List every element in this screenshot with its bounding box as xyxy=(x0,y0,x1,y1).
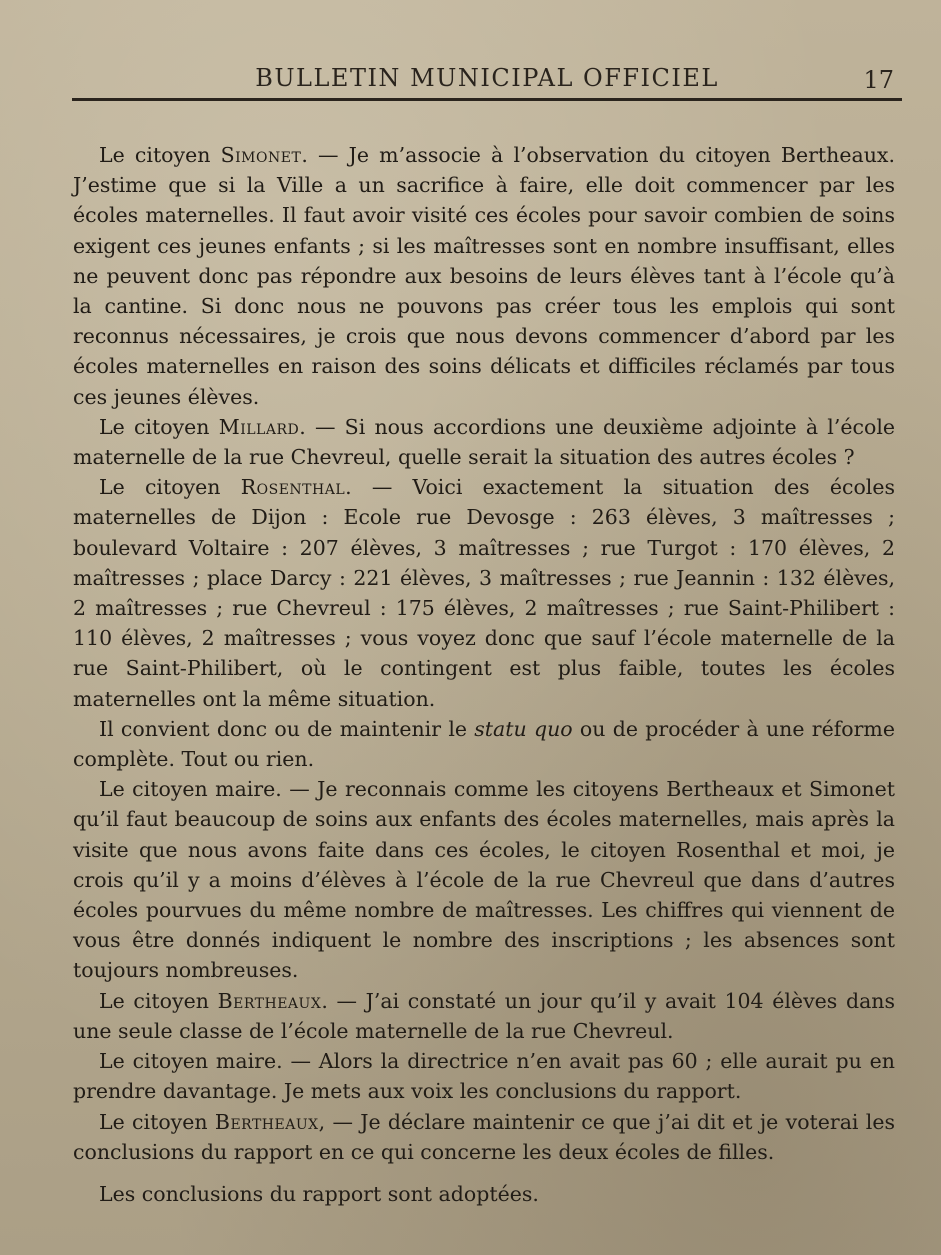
paragraph-text: . — Alors la directrice n’en avait pas 60 ; elle aurait pu en prendre davantage. Je mets aux voix les conclusions du rapport. xyxy=(73,1049,895,1104)
running-title: BULLETIN MUNICIPAL OFFICIEL xyxy=(255,64,719,92)
paragraph-maire-2 xyxy=(73,1046,895,1106)
paragraph-bertheaux-1 xyxy=(73,986,895,1046)
paragraph-statu-quo xyxy=(73,714,895,774)
speaker-name: Bertheaux xyxy=(214,1109,319,1134)
speaker-prefix: Le citoyen xyxy=(99,143,221,167)
speaker-prefix: Le citoyen xyxy=(99,988,218,1013)
speaker-prefix: Le citoyen maire xyxy=(99,777,276,802)
speaker-name: Rosenthal xyxy=(240,475,346,500)
speaker-prefix: Le citoyen xyxy=(99,475,241,500)
speaker-prefix: Le citoyen xyxy=(99,414,219,439)
paragraph-text: . — Si nous accordions une deuxième adjointe à l’école maternelle de la rue Chevreul, quelle serait la situation des autres écoles ? xyxy=(73,414,896,470)
paragraph-rosenthal xyxy=(73,472,895,714)
speaker-name: Bertheaux xyxy=(217,988,322,1013)
paragraph-text: . — Voici exactement la situation des écoles maternelles de Dijon : Ecole rue Devosge : 263 élèves, 3 maîtresses ; boulevard Voltaire : 207 élèves, 3 maîtresses ; rue Turgot : 170 élèves, 2 maîtresses ; place Darcy : 221 élèves, 3 maîtresses ; rue Jeannin : 132 élèves, 2 maîtresses ; rue Chevreul : 175 élèves, 2 maîtresses ; rue Saint-Philibert : 110 élèves, 2 maîtresses ; vous voyez donc que sauf l’école maternelle de la rue Saint-Philibert, où le contingent est plus faible, toutes les écoles maternelles ont la même situation. xyxy=(73,475,895,711)
speaker-name: Simonet xyxy=(220,143,302,167)
paragraph-millard xyxy=(73,412,895,472)
paragraph-text-after: ou de procéder à une réforme complète. Tout ou rien. xyxy=(73,716,896,772)
paragraph-text-before: Il convient donc ou de maintenir le xyxy=(99,716,475,741)
paragraph-simonet xyxy=(73,140,895,412)
speaker-prefix: Le citoyen maire xyxy=(99,1049,277,1074)
speaker-prefix: Le citoyen xyxy=(99,1109,215,1134)
speaker-name: Millard xyxy=(218,414,300,439)
paragraph-bertheaux-2 xyxy=(73,1107,895,1167)
paragraph-text: . — Je reconnais comme les citoyens Bertheaux et Simonet qu’il faut beaucoup de soins aux enfants des écoles maternelles, mais après la visite que nous avons faite dans ces écoles, le citoyen Rosenthal et moi, je crois qu’il y a moins d’élèves à l’école de la rue Chevreul que dans d’autres écoles pourvues du même nombre de maîtresses. Les chiffres qui viennent de vous être donnés indiquent le nombre des inscriptions ; les absences sont toujours nombreuses. xyxy=(73,777,895,983)
page-number: 17 xyxy=(863,66,894,94)
paragraph-text: . — Je m’associe à l’observation du citoyen Bertheaux. J’estime que si la Ville a un sacrifice à faire, elle doit commencer par les écoles maternelles. Il faut avoir visité ces écoles pour savoir combien de soins exigent ces jeunes enfants ; si les maîtresses sont en nombre insuffisant, elles ne peuvent donc pas répondre aux besoins de leurs élèves tant à l’école qu’à la cantine. Si donc nous ne pouvons pas créer tous les emplois qui sont reconnus nécessaires, je crois que nous devons commencer d’abord par les écoles maternelles en raison des soins délicats et difficiles réclamés par tous ces jeunes élèves. xyxy=(73,143,895,409)
paragraph-conclusion xyxy=(73,1179,895,1209)
italic-term: statu quo xyxy=(474,716,573,741)
paragraph-text: , — Je déclare maintenir ce que j’ai dit et je voterai les conclusions du rapport en ce qui concerne les deux écoles de filles. xyxy=(73,1109,896,1164)
paragraph-text: Les conclusions du rapport sont adoptées. xyxy=(99,1181,539,1206)
paragraph-text: . — J’ai constaté un jour qu’il y avait 104 élèves dans une seule classe de l’école maternelle de la rue Chevreul. xyxy=(73,988,896,1043)
paragraph-maire-1 xyxy=(73,774,895,985)
body-text xyxy=(73,140,895,1209)
page-header xyxy=(72,52,902,112)
header-rule xyxy=(72,98,902,101)
